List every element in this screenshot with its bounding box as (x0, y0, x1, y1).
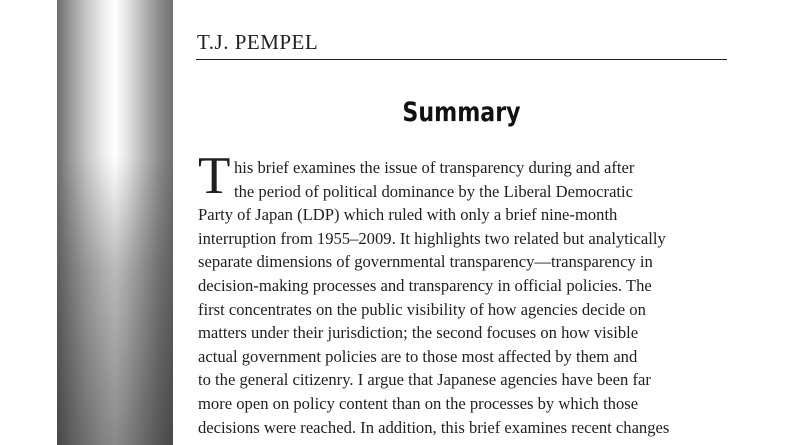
paragraph-line: actual government policies are to those most affected by them and (198, 346, 638, 366)
paragraph-line: decision-making processes and transparency in official policies. The (198, 275, 652, 295)
drop-cap: T (198, 147, 231, 205)
summary-paragraph (198, 156, 728, 439)
section-title: Summary (402, 97, 521, 128)
paragraph-line: more open on policy content than on the processes by which those (198, 393, 639, 413)
paragraph-line: separate dimensions of governmental transparency—transparency in (198, 252, 653, 272)
paragraph-line: matters under their jurisdiction; the second focuses on how visible (198, 323, 639, 343)
paragraph-line: interruption from 1955–2009. It highlights two related but analytically (198, 228, 666, 248)
paragraph-line: the period of political dominance by the Liberal Democratic (234, 181, 634, 201)
header-rule (196, 59, 727, 60)
running-header-author: T.J. PEMPEL (197, 30, 319, 54)
paragraph-line: his brief examines the issue of transparency during and after (234, 158, 635, 177)
paragraph-line: Party of Japan (LDP) which ruled with only a brief nine-month (198, 205, 618, 225)
paragraph-line: to the general citizenry. I argue that Japanese agencies have been far (198, 370, 651, 390)
paragraph-line: first concentrates on the public visibility of how agencies decide on (198, 299, 646, 319)
paragraph-line: decisions were reached. In addition, this brief examines recent changes (198, 417, 670, 437)
decorative-side-band (57, 0, 173, 445)
